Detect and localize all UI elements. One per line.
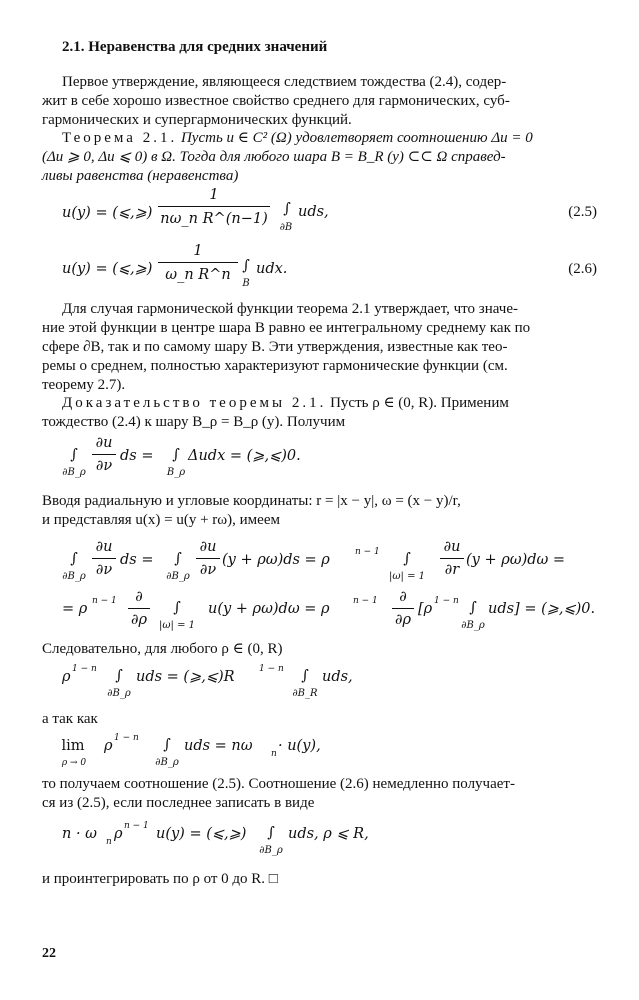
page-number: 22 <box>42 946 56 961</box>
eq-numerator: 1 <box>209 187 219 203</box>
superscript: n − 1 <box>92 596 117 606</box>
eq-text: ds = <box>120 552 154 568</box>
superscript: 1 − n <box>114 733 139 743</box>
eq-numerator: ∂u <box>443 539 461 555</box>
eq-numerator: ∂u <box>95 435 113 451</box>
subscript: n <box>271 749 277 759</box>
eq-numerator: ∂u <box>199 539 217 555</box>
proof-line <box>62 394 509 413</box>
limit-operator: lim <box>61 738 85 754</box>
integral-sign: ∫ <box>469 600 477 616</box>
paragraph-line: Для случая гармонической функции теорема 2.1 утверждает, что значе- <box>62 301 518 317</box>
integral-sign: ∫ <box>403 551 411 567</box>
theorem-statement: Пусть u ∈ C² (Ω) удовлетворяет соотношению Δu = 0 <box>180 130 533 146</box>
integral-domain: ∂B_ρ <box>62 467 86 478</box>
paragraph-line: и представляя u(x) = u(y + rω), имеем <box>42 512 280 528</box>
paragraph-line: то получаем соотношение (2.5). Соотношение (2.6) немедленно получает- <box>42 776 515 792</box>
eq-text: ρ <box>114 826 123 842</box>
theorem-line: ливы равенства (неравенства) <box>42 168 239 184</box>
eq-text: uds = (⩾,⩽)R <box>136 669 235 685</box>
eq-text: (y + ρω)dω = <box>466 552 566 568</box>
integral-sign: ∫ <box>70 447 78 463</box>
equation-number: (2.5) <box>568 204 597 220</box>
proof-text: Пусть ρ ∈ (0, R). Применим <box>330 395 509 411</box>
equation-number: (2.6) <box>568 261 597 277</box>
integral-sign: ∫ <box>70 551 78 567</box>
integral-domain: ∂B_ρ <box>62 571 86 582</box>
limit-subscript: ρ → 0 <box>61 758 87 768</box>
paragraph-line: сфере ∂B, так и по самому шару B. Эти утверждения, известные как тео- <box>42 339 508 355</box>
integral-sign: ∫ <box>267 825 275 841</box>
eq-text: Δudx = (⩾,⩽)0. <box>188 448 301 464</box>
eq-denominator: ∂ν <box>199 562 217 578</box>
theorem-line: (Δu ⩾ 0, Δu ⩽ 0) в Ω. Тогда для любого шара B = B_R (y) ⊂⊂ Ω справед- <box>42 149 506 165</box>
fraction-bar <box>158 262 238 263</box>
integral-domain: ∂B_ρ <box>166 571 190 582</box>
eq-text: · u(y), <box>278 738 321 754</box>
superscript: 1 − n <box>434 596 459 606</box>
eq-lhs: u(y) = (⩽,⩾) <box>62 205 153 221</box>
eq-integrand: udx. <box>256 261 288 277</box>
integral-sign: ∫ <box>115 668 123 684</box>
eq-text: n · ω <box>62 826 97 842</box>
theorem-line <box>62 129 533 148</box>
eq-text: u(y + ρω)dω = ρ <box>208 601 330 617</box>
fraction-bar <box>128 608 150 609</box>
paragraph-line: Первое утверждение, являющееся следствием тождества (2.4), содер- <box>62 74 507 90</box>
eq-numerator: ∂ <box>399 589 407 605</box>
fraction-bar <box>92 454 116 455</box>
superscript: n − 1 <box>124 821 149 831</box>
eq-denominator: ∂ν <box>95 458 113 474</box>
eq-denominator: ∂ρ <box>130 612 148 628</box>
integral-domain: ∂B_ρ <box>107 688 131 699</box>
paragraph-line: гармонических и супергармонических функций. <box>42 112 352 128</box>
paragraph-line: Вводя радиальную и угловые координаты: r = |x − y|, ω = (x − y)/r, <box>42 493 461 509</box>
proof-line: тождество (2.4) к шару B_ρ = B_ρ (y). Получим <box>42 414 346 430</box>
paragraph-line: и проинтегрировать по ρ от 0 до R. □ <box>42 871 278 887</box>
eq-denominator: ω_n R^n <box>165 267 231 283</box>
theorem-label: Теорема 2.1. <box>62 130 178 146</box>
eq-lhs: u(y) = (⩽,⩾) <box>62 261 153 277</box>
paragraph-line: жит в себе хорошо известное свойство среднего для гармонических, суб- <box>42 93 510 109</box>
integral-domain: ∂B <box>279 222 293 233</box>
paragraph-line: Следовательно, для любого ρ ∈ (0, R) <box>42 641 283 657</box>
section-heading: 2.1. Неравенства для средних значений <box>62 39 328 55</box>
fraction-bar <box>92 558 116 559</box>
paragraph-line: а так как <box>42 711 98 727</box>
eq-numerator: ∂ <box>135 589 143 605</box>
eq-text: uds, ρ ⩽ R, <box>288 826 369 842</box>
eq-text: ds = <box>120 448 154 464</box>
integral-domain: B <box>242 278 250 289</box>
integral-domain: ∂B_ρ <box>155 757 179 768</box>
eq-denominator: ∂ν <box>95 562 113 578</box>
eq-text: uds] = (⩾,⩽)0. <box>488 601 596 617</box>
integral-domain: B_ρ <box>166 467 186 478</box>
fraction-bar <box>392 608 414 609</box>
eq-text: (y + ρω)ds = ρ <box>222 552 330 568</box>
fraction-bar <box>196 558 220 559</box>
integral-sign: ∫ <box>242 258 250 274</box>
paragraph-line: ся из (2.5), если последнее записать в виде <box>42 795 315 811</box>
eq-numerator: ∂u <box>95 539 113 555</box>
paragraph-line: ние этой функции в центре шара B равно ее интегральному среднему как по <box>42 320 531 336</box>
eq-denominator: nω_n R^(n−1) <box>160 211 268 227</box>
subscript: n <box>106 837 112 847</box>
superscript: n − 1 <box>353 596 378 606</box>
eq-text: ρ <box>62 669 71 685</box>
eq-text: ρ <box>104 738 113 754</box>
integral-domain: ∂B_R <box>292 688 318 699</box>
eq-text: u(y) = (⩽,⩾) <box>156 826 247 842</box>
eq-integrand: uds, <box>298 204 329 220</box>
paragraph-line: ремы о среднем, полностью характеризуют гармонические функции (см. <box>42 358 508 374</box>
eq-text: uds = nω <box>184 738 253 754</box>
integral-domain: |ω| = 1 <box>159 620 195 631</box>
proof-label: Доказательство теоремы 2.1. <box>62 395 327 411</box>
integral-domain: |ω| = 1 <box>389 571 425 582</box>
eq-denominator: ∂ρ <box>394 612 412 628</box>
superscript: n − 1 <box>355 547 380 557</box>
integral-sign: ∫ <box>172 447 180 463</box>
superscript: 1 − n <box>259 664 284 674</box>
integral-sign: ∫ <box>173 600 181 616</box>
integral-sign: ∫ <box>163 737 171 753</box>
integral-domain: ∂B_ρ <box>461 620 485 631</box>
eq-text: uds, <box>322 669 353 685</box>
eq-denominator: ∂r <box>444 562 460 578</box>
superscript: 1 − n <box>72 664 97 674</box>
integral-domain: ∂B_ρ <box>259 845 283 856</box>
integral-sign: ∫ <box>174 551 182 567</box>
eq-text: = ρ <box>62 601 88 617</box>
integral-sign: ∫ <box>283 201 291 217</box>
eq-numerator: 1 <box>193 243 203 259</box>
fraction-bar <box>158 206 270 207</box>
eq-text: [ρ <box>418 601 433 617</box>
paragraph-line: теорему 2.7). <box>42 377 126 393</box>
fraction-bar <box>440 558 464 559</box>
integral-sign: ∫ <box>301 668 309 684</box>
